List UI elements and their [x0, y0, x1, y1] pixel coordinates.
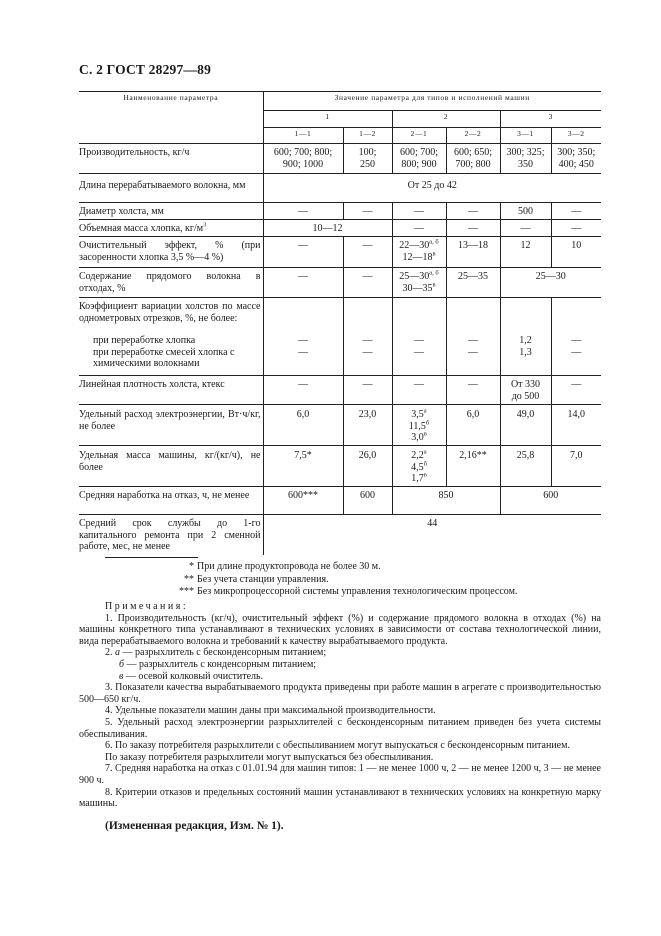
cell-value: 100; 250	[343, 144, 392, 174]
cell-value: —	[392, 203, 446, 220]
table-row	[79, 298, 601, 376]
cell-value: 23,0	[343, 405, 392, 446]
note-item: 3. Показатели качества вырабатываемого продукта приведены при работе машин в агрегате с производительностью 500—650 кг/ч.	[79, 682, 601, 705]
table-header-row	[79, 92, 601, 111]
table-row	[79, 220, 601, 237]
cell-value: 300; 350; 400; 450	[551, 144, 601, 174]
note-item: 4. Удельные показатели машин даны при максимальной производительности.	[105, 705, 436, 717]
note-item: 2. а — разрыхлитель с бесконденсорным питанием;	[105, 647, 327, 659]
cell-value: —	[392, 376, 446, 405]
table-row	[79, 376, 601, 405]
cell-value: —	[263, 203, 343, 220]
note-item: в — осевой колковый очиститель.	[119, 670, 264, 682]
row-name: Удельная масса машины, кг/(кг/ч), не более	[79, 446, 263, 487]
table-row	[79, 237, 601, 268]
row-name: Коэффициент вариации холстов по массе однометровых отрезков, %, не более: при переработке хлопка при переработке смесей хлопка с химическими волокнами	[79, 298, 263, 376]
cell-value: 300; 325; 350	[500, 144, 551, 174]
row-name: Содержание прядомого волокна в отходах, %	[79, 268, 263, 298]
cell-value: $22—30^{а, б}$ $12—18^в$	[392, 237, 446, 268]
cell-value: 25—35	[446, 268, 500, 298]
cell-value: —	[551, 220, 601, 237]
row-name: Диаметр холста, мм	[79, 203, 263, 220]
notes-section	[79, 601, 601, 810]
subtype-header: 3—1	[500, 128, 551, 144]
cell-value: —	[551, 376, 601, 405]
row-name: Линейная плотность холста, ктекс	[79, 376, 263, 405]
cell-value: —	[263, 268, 343, 298]
cell-value: —	[343, 376, 392, 405]
cell-value: — —	[551, 298, 601, 376]
cell-value: —	[343, 268, 392, 298]
cell-value: —	[263, 376, 343, 405]
table-row	[79, 268, 601, 298]
cell-value: 1,2 1,3	[500, 298, 551, 376]
cell-value: —	[343, 203, 392, 220]
footnote-divider	[105, 557, 198, 558]
page-header: С. 2 ГОСТ 28297—89	[79, 62, 212, 77]
cell-value: 49,0	[500, 405, 551, 446]
footnotes	[79, 561, 601, 599]
note-item: 5. Удельный расход электроэнергии разрыхлителей с бесконденсорным питанием приведен без учета системы обеспыливания.	[79, 716, 601, 740]
cell-value: 26,0	[343, 446, 392, 487]
cell-value: 7,0	[551, 446, 601, 487]
notes-title: Примечания:	[105, 601, 189, 612]
footnote: ** Без учета станции управления.	[184, 573, 329, 585]
cell-value: 600	[343, 487, 392, 515]
cell-value: $3,5^а$ $11,5^б$ $3,0^в$	[392, 405, 446, 446]
note-item: 8. Критерии отказов и предельных состояний машин устанавливают в технических условиях на конкретную марку машины.	[79, 786, 601, 810]
subtype-header: 3—2	[551, 128, 601, 144]
cell-value: 500	[500, 203, 551, 220]
param-header: Наименование параметра	[79, 92, 263, 144]
cell-value: 600; 700; 800; 900	[392, 144, 446, 174]
cell-value: 7,5*	[263, 446, 343, 487]
cell-value: — —	[392, 298, 446, 376]
row-name: Длина перерабатываемого волокна, мм	[79, 174, 263, 203]
cell-value-span: 44	[263, 515, 601, 555]
note-item: 1. Производительность (кг/ч), очистительный эффект (%) и содержание прядомого волокна в отходах (%) на машины конкретного типа устанавливают в технических условиях в зависимости от состава технологической линии, вида перерабатываемого волокна и требований к качеству вырабатываемого продукта.	[79, 612, 601, 647]
subtype-header: 2—2	[446, 128, 500, 144]
note-item: 6. По заказу потребителя разрыхлители с обеспыливанием могут выпускаться с бесконденсорным питанием.	[105, 740, 570, 752]
parameters-table	[79, 91, 601, 555]
cell-value: 2,16**	[446, 446, 500, 487]
note-item: б — разрыхлитель с конденсорным питанием;	[119, 658, 317, 670]
table-row	[79, 144, 601, 174]
cell-value: 600; 650; 700; 800	[446, 144, 500, 174]
cell-value: $2,2^а$ $4,5^б$ $1,7^в$	[392, 446, 446, 487]
cell-value: 13—18	[446, 237, 500, 268]
value-header: Значение параметра для типов и исполнений машин	[263, 92, 601, 111]
table-row	[79, 515, 601, 555]
cell-value: —	[446, 220, 500, 237]
cell-value: 6,0	[446, 405, 500, 446]
type-3-header: 3	[500, 111, 601, 128]
cell-value-span: 25—30	[500, 268, 601, 298]
table-row	[79, 174, 601, 203]
cell-value: —	[551, 203, 601, 220]
row-name: Удельный расход электроэнергии, Вт·ч/кг, не более	[79, 405, 263, 446]
table-row	[79, 203, 601, 220]
subtype-header: 2—1	[392, 128, 446, 144]
cell-value: —	[392, 220, 446, 237]
type-2-header: 2	[392, 111, 500, 128]
subtype-header: 1—1	[263, 128, 343, 144]
row-name: Производительность, кг/ч	[79, 147, 190, 158]
cell-value: 12	[500, 237, 551, 268]
cell-value: $25—30^{а, б}$ $30—35^в$	[392, 268, 446, 298]
subtype-header: 1—2	[343, 128, 392, 144]
row-name: Средняя наработка на отказ, ч, не менее	[79, 487, 263, 515]
footnote: *** Без микропроцессорной системы управления технологическим процессом.	[179, 586, 518, 597]
cell-value: 25,8	[500, 446, 551, 487]
table-row	[79, 405, 601, 446]
cell-value: —	[500, 220, 551, 237]
row-name: Объемная масса хлопка, $кг/м^3$	[79, 220, 263, 237]
table-row	[79, 446, 601, 487]
note-item: 7. Средняя наработка на отказ с 01.01.94 для машин типов: 1 — не менее 1000 ч, 2 — не менее 1200 ч, 3 — не менее 900 ч.	[79, 763, 601, 786]
cell-value: 14,0	[551, 405, 601, 446]
cell-value: 10	[551, 237, 601, 268]
footnote: * При длине продуктопровода не более 30 м.	[189, 561, 381, 572]
cell-value: 600; 700; 800; 900; 1000	[263, 144, 343, 174]
cell-value: —	[343, 237, 392, 268]
cell-value: От 330 до 500	[500, 376, 551, 405]
cell-value: — —	[343, 298, 392, 376]
type-1-header: 1	[263, 111, 392, 128]
edition-note: (Измененная редакция, Изм. № 1).	[105, 820, 284, 832]
note-item: По заказу потребителя разрыхлители могут выпускаться без обеспыливания.	[105, 751, 434, 763]
row-name: Очистительный эффект, % (при засоренности хлопка 3,5 %—4 %)	[79, 237, 263, 268]
cell-value-span: 10—12	[263, 220, 392, 237]
cell-value: —	[446, 376, 500, 405]
cell-value-span: 850	[392, 487, 500, 515]
table-row	[79, 487, 601, 515]
cell-value-span: 600	[500, 487, 601, 515]
cell-value: 6,0	[263, 405, 343, 446]
cell-value-span: От 25 до 42	[263, 174, 601, 203]
cell-value: —	[263, 237, 343, 268]
cell-value: 600***	[263, 487, 343, 515]
row-name: Средний срок службы до 1-го капитального ремонта при 2 сменной работе, мес, не менее	[79, 515, 263, 555]
cell-value: —	[446, 203, 500, 220]
cell-value: — —	[263, 298, 343, 376]
cell-value: — —	[446, 298, 500, 376]
